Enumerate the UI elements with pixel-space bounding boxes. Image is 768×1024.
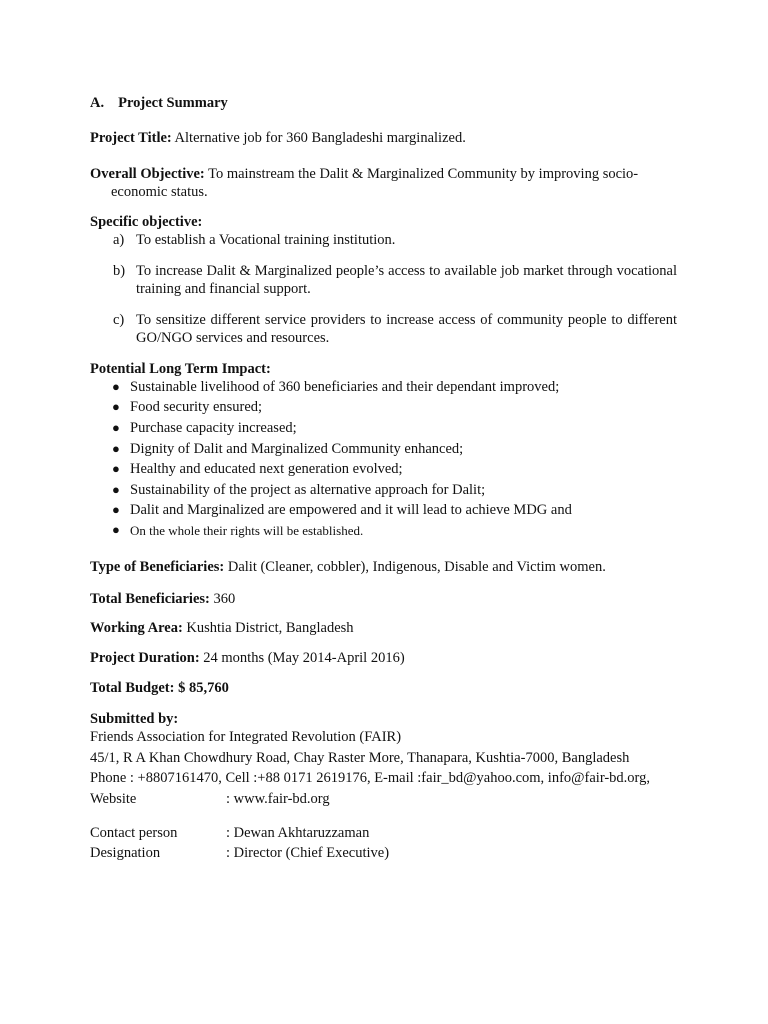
designation-label: Designation [90,845,161,861]
working-area-value: Kushtia District, Bangladesh [182,620,354,636]
budget-label: Total Budget: $ 85,760 [90,680,229,696]
beneficiaries-type-row [90,558,606,576]
list-item-text: To establish a Vocational training institution. [136,232,396,248]
list-marker: c) [113,312,125,328]
beneficiaries-type-value: Dalit (Cleaner, cobbler), Indigenous, Disable and Victim women. [224,559,606,575]
overall-objective-line2: economic status. [111,184,208,200]
designation-value: : Director (Chief Executive) [226,845,390,861]
duration-label: Project Duration: [90,650,200,666]
submitted-phone: Phone : +8807161470, Cell :+88 0171 2619176, E-mail :fair_bd@yahoo.com, info@fair-bd.org, [90,770,650,786]
list-item-text: To sensitize different service providers to increase access of community people to different GO/NGO services and resources. [136,312,677,346]
website-label: Website [90,791,137,807]
impact-heading [90,360,271,378]
list-marker: b) [113,263,126,279]
impact-item-text: Sustainability of the project as alternative approach for Dalit; [130,482,486,498]
section-letter: A. [90,95,105,111]
list-item-text: To increase Dalit & Marginalized people’s access to available job market through vocational training and financial support. [136,263,677,297]
duration-value: 24 months (May 2014-April 2016) [199,650,405,666]
submitted-org: Friends Association for Integrated Revolution (FAIR) [90,729,402,745]
impact-item-text: Purchase capacity increased; [130,420,297,436]
impact-item-text: Healthy and educated next generation evolved; [130,461,403,477]
section-heading [90,94,228,112]
bullet-icon: ● [112,379,120,394]
impact-item-text: Food security ensured; [130,399,263,415]
impact-item-text: Dignity of Dalit and Marginalized Community enhanced; [130,441,464,457]
working-area-row [90,619,354,637]
specific-objective-heading [90,213,202,231]
overall-objective-row [90,165,638,183]
contact-person-label: Contact person [90,825,178,841]
duration-row [90,649,405,667]
impact-label: Potential Long Term Impact: [90,361,271,377]
project-title-row [90,129,466,147]
project-title-label: Project Title: [90,130,172,146]
website-row [90,790,136,808]
budget-row [90,679,229,697]
bullet-icon: ● [112,399,120,414]
impact-item-text: On the whole their rights will be established. [130,523,364,538]
project-title-value: Alternative job for 360 Bangladeshi marginalized. [171,130,466,146]
bullet-icon: ● [112,461,120,476]
working-area-label: Working Area: [90,620,183,636]
submitted-heading [90,710,178,728]
section-title: Project Summary [118,95,228,111]
submitted-address: 45/1, R A Khan Chowdhury Road, Chay Raster More, Thanapara, Kushtia-7000, Bangladesh [90,750,630,766]
impact-item-text: Sustainable livelihood of 360 beneficiaries and their dependant improved; [130,379,560,395]
total-beneficiaries-label: Total Beneficiaries: [90,591,210,607]
list-marker: a) [113,232,125,248]
specific-objective-label: Specific objective: [90,214,203,230]
bullet-icon: ● [112,420,120,435]
bullet-icon: ● [112,502,120,517]
bullet-icon: ● [112,522,120,537]
bullet-icon: ● [112,441,120,456]
overall-objective-label: Overall Objective: [90,166,205,182]
total-beneficiaries-row [90,590,235,608]
contact-person-value: : Dewan Akhtaruzzaman [226,825,370,841]
beneficiaries-type-label: Type of Beneficiaries: [90,559,225,575]
website-value: : www.fair-bd.org [226,791,330,807]
overall-objective-line1: To mainstream the Dalit & Marginalized Community by improving socio- [204,166,639,182]
submitted-label: Submitted by: [90,711,179,727]
impact-item-text: Dalit and Marginalized are empowered and it will lead to achieve MDG and [130,502,572,518]
total-beneficiaries-value: 360 [209,591,236,607]
bullet-icon: ● [112,482,120,497]
